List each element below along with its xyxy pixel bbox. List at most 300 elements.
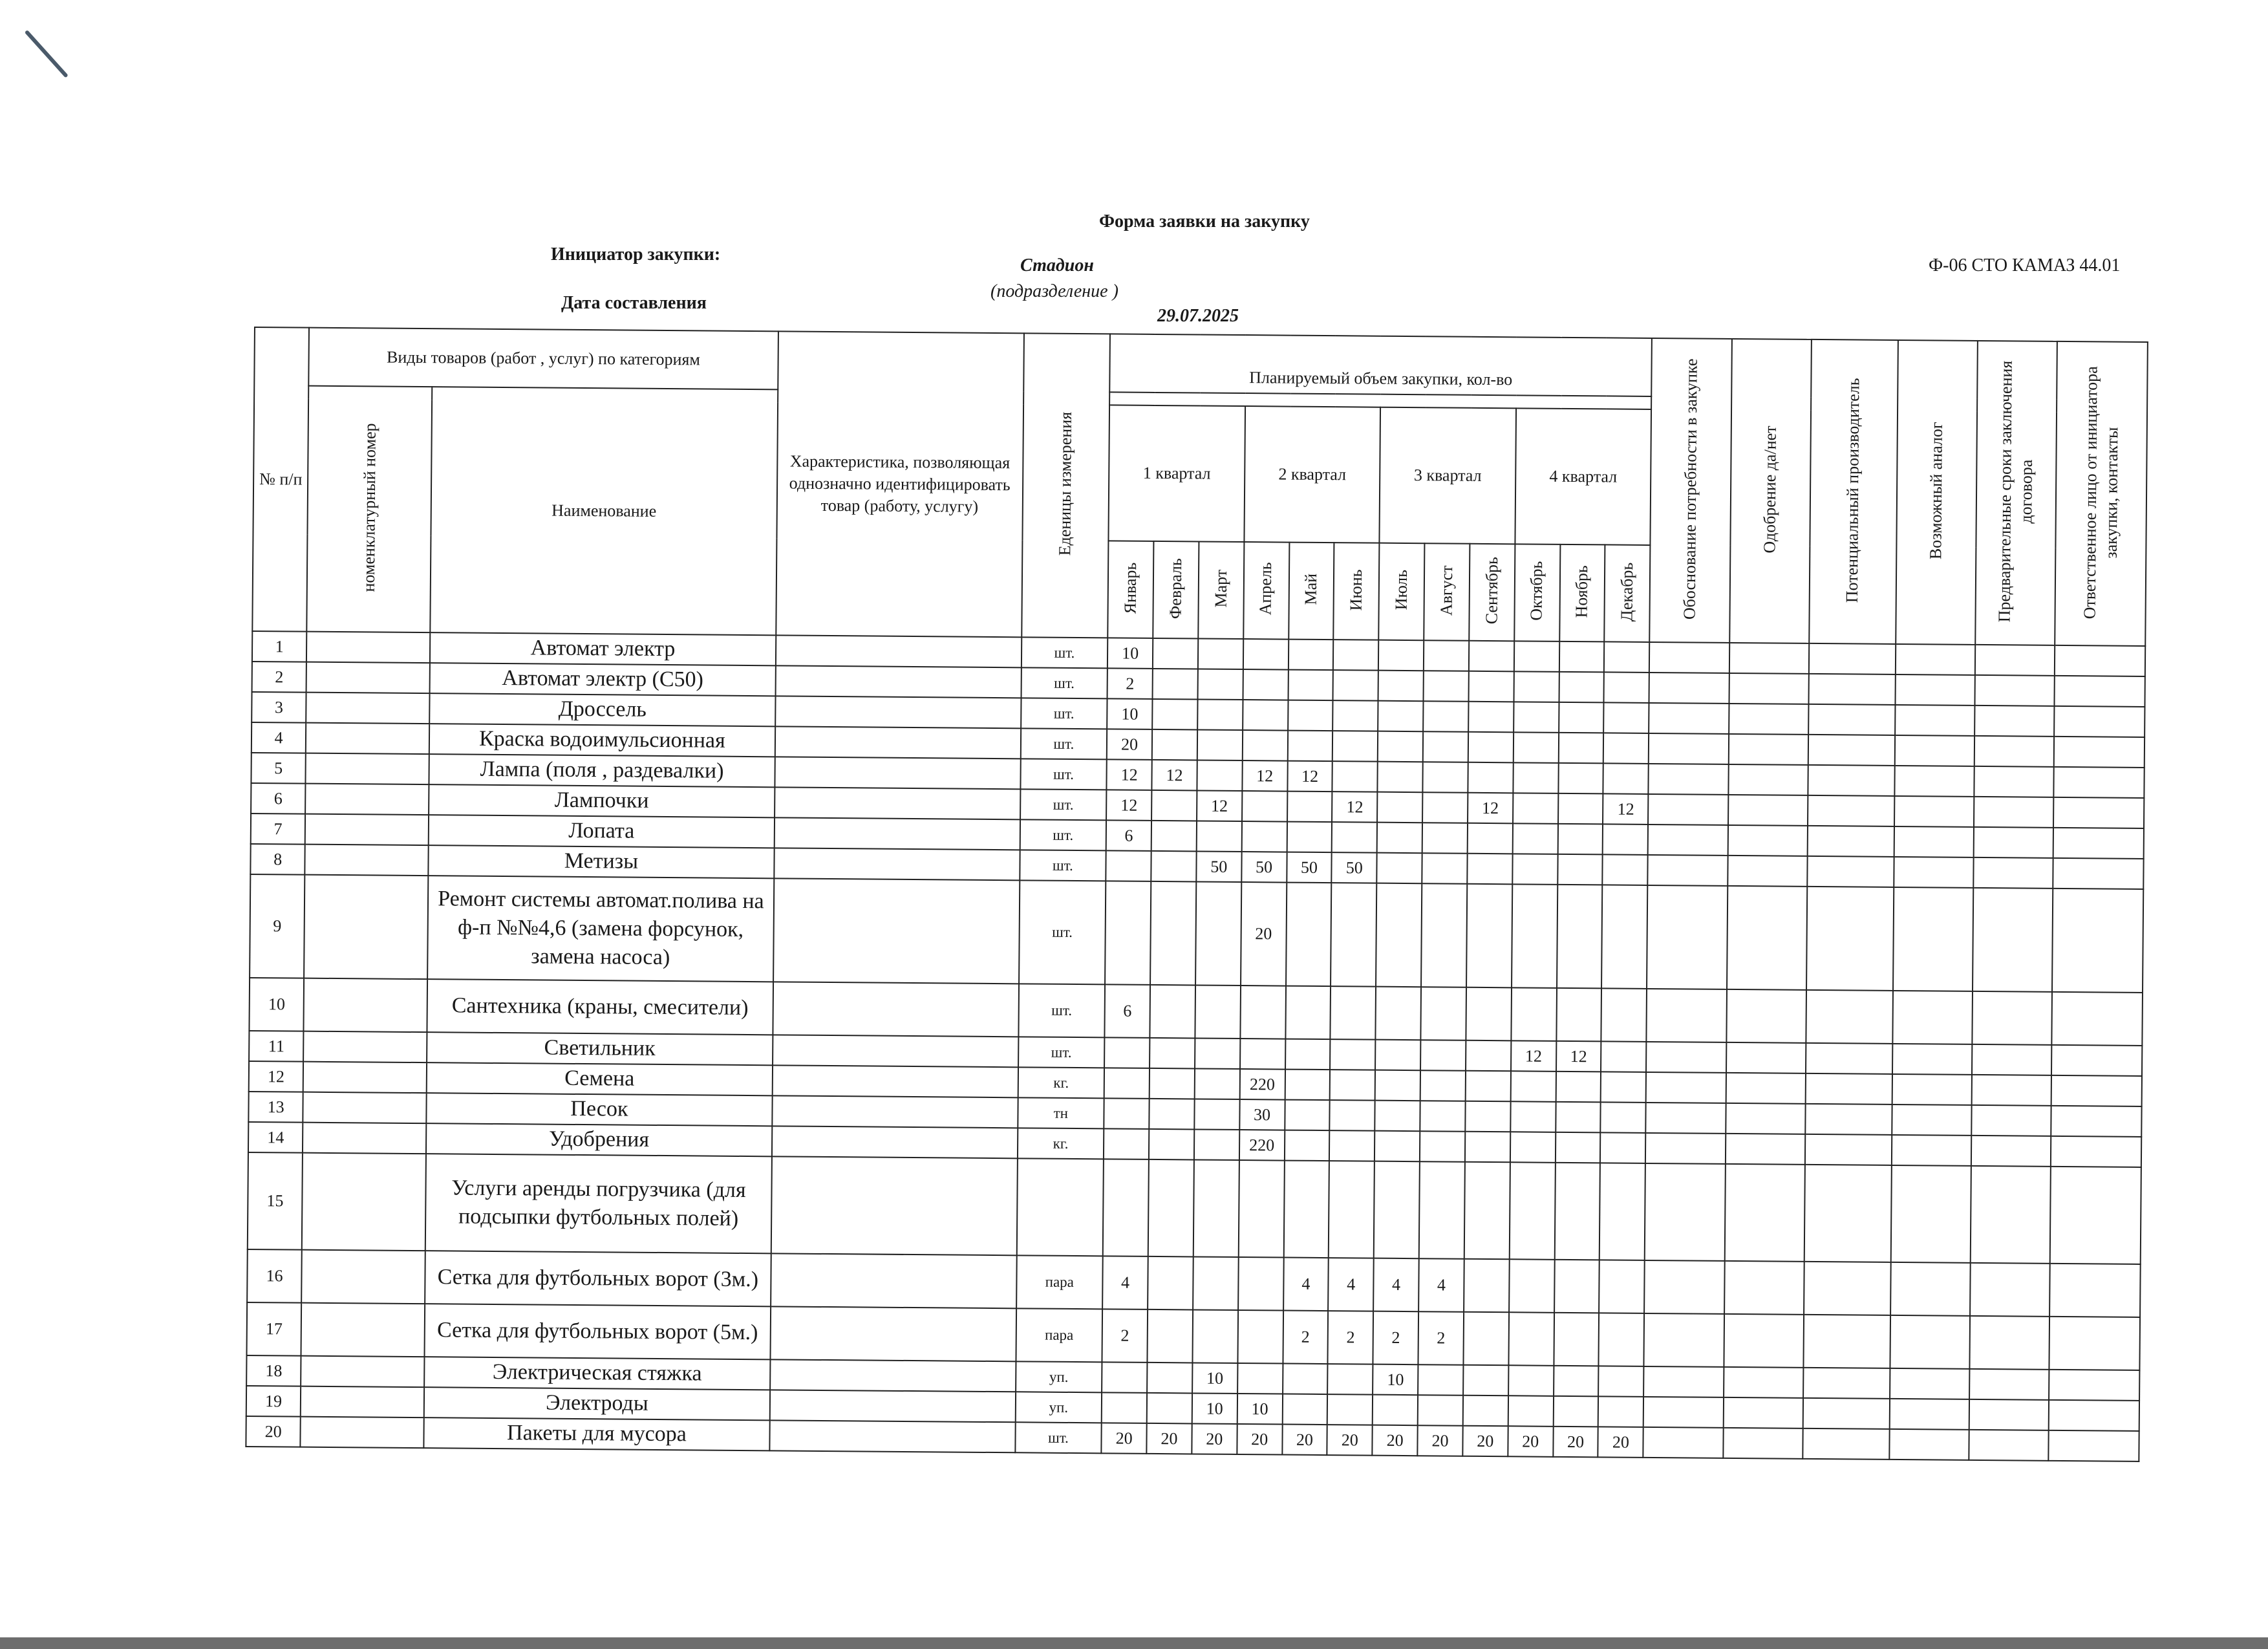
justification-cell <box>1643 1397 1724 1428</box>
month-qty <box>1237 1310 1283 1364</box>
month-qty <box>1598 1396 1643 1427</box>
justification-cell <box>1647 989 1727 1042</box>
month-qty <box>1509 1162 1555 1260</box>
month-qty <box>1419 1161 1465 1259</box>
row-number: 12 <box>249 1061 304 1092</box>
month-qty <box>1603 824 1648 855</box>
month-qty <box>1508 1396 1553 1427</box>
month-qty <box>1104 1128 1149 1159</box>
month-qty <box>1332 731 1378 762</box>
approval-cell <box>1723 1428 1803 1459</box>
month-qty <box>1151 851 1196 882</box>
col-unit-header: Еденицы измерения <box>1022 333 1110 638</box>
month-qty <box>1508 1365 1554 1396</box>
month-qty <box>1514 702 1559 733</box>
table-body <box>246 631 2145 1461</box>
month-qty <box>1422 762 1468 793</box>
month-qty: 220 <box>1239 1069 1285 1100</box>
month-header: Январь <box>1107 541 1153 638</box>
item-name: Сетка для футбольных ворот (5м.) <box>425 1304 771 1359</box>
month-qty <box>1422 853 1467 884</box>
nomenclature-cell <box>303 1092 427 1123</box>
month-qty <box>1599 1313 1645 1366</box>
justification-cell <box>1649 642 1729 673</box>
approval-cell <box>1724 1367 1804 1398</box>
approval-cell <box>1726 1073 1806 1104</box>
characteristic-cell <box>775 787 1020 819</box>
item-name: Краска водоимульсионная <box>429 724 775 757</box>
approval-cell <box>1728 825 1808 856</box>
characteristic-cell <box>775 696 1021 728</box>
deadline-cell <box>1974 675 2055 706</box>
manufacturer-cell <box>1806 990 1892 1044</box>
col-analog-header: Возможный аналог <box>1896 340 1978 645</box>
month-header: Июнь <box>1334 543 1380 640</box>
month-qty <box>1240 986 1285 1039</box>
responsible-cell <box>2052 889 2143 993</box>
month-qty <box>1468 762 1513 793</box>
item-name: Метизы <box>429 845 775 878</box>
month-qty <box>1287 822 1332 853</box>
month-qty <box>1288 670 1333 701</box>
month-qty <box>1601 1102 1646 1133</box>
justification-cell <box>1649 733 1729 764</box>
month-qty: 12 <box>1242 760 1287 792</box>
nomenclature-cell <box>303 1062 427 1093</box>
month-header: Октябрь <box>1514 544 1560 641</box>
month-qty <box>1333 670 1378 701</box>
col-approval-header: Одобрение да/нет <box>1729 339 1812 643</box>
month-qty <box>1423 731 1468 762</box>
month-qty <box>1150 1068 1195 1099</box>
month-qty <box>1153 638 1198 669</box>
month-qty <box>1599 1366 1644 1397</box>
deadline-cell <box>1974 797 2054 828</box>
month-header: Июль <box>1378 543 1424 641</box>
responsible-cell <box>2051 1136 2141 1167</box>
month-qty <box>1559 702 1604 733</box>
month-qty: 2 <box>1373 1311 1418 1365</box>
month-qty <box>1285 1070 1330 1101</box>
month-qty <box>1197 669 1243 700</box>
month-qty <box>1376 987 1421 1040</box>
row-number: 3 <box>251 692 306 723</box>
month-qty <box>1333 640 1378 671</box>
unit-cell: кг. <box>1018 1067 1104 1098</box>
characteristic-cell <box>772 1065 1018 1097</box>
month-qty <box>1378 762 1423 793</box>
month-qty <box>1243 700 1288 731</box>
form-title: Форма заявки на закупку <box>1099 211 1310 232</box>
month-qty <box>1198 638 1243 669</box>
month-qty <box>1241 821 1287 852</box>
approval-cell <box>1724 1261 1804 1315</box>
month-qty <box>1150 1038 1195 1069</box>
approval-cell <box>1724 1314 1804 1368</box>
month-qty <box>1147 1393 1192 1424</box>
characteristic-cell <box>775 635 1021 667</box>
month-qty <box>1197 699 1243 730</box>
justification-cell <box>1649 764 1729 795</box>
unit-cell: уп. <box>1016 1361 1102 1392</box>
month-qty <box>1375 1040 1420 1071</box>
month-qty <box>1104 1037 1150 1068</box>
characteristic-cell <box>774 848 1020 880</box>
characteristic-cell <box>771 1126 1017 1158</box>
analog-cell <box>1895 644 1975 675</box>
unit-cell <box>1016 1158 1104 1256</box>
month-qty <box>1603 733 1649 764</box>
month-qty <box>1197 821 1242 852</box>
unit-cell: шт. <box>1021 667 1107 698</box>
quarter-4-header: 4 квартал <box>1515 408 1651 545</box>
item-name: Автомат электр (С50) <box>430 663 776 696</box>
month-qty <box>1468 823 1513 854</box>
month-qty <box>1105 881 1151 985</box>
characteristic-cell <box>775 757 1020 789</box>
month-qty <box>1510 1071 1556 1102</box>
month-qty <box>1466 1071 1511 1102</box>
month-qty <box>1510 1101 1556 1132</box>
item-name: Электроды <box>424 1387 770 1420</box>
month-qty <box>1377 853 1422 884</box>
month-qty <box>1514 641 1559 672</box>
month-qty: 10 <box>1373 1364 1418 1396</box>
justification-cell <box>1646 1103 1726 1134</box>
nomenclature-cell <box>301 1303 425 1357</box>
month-qty <box>1237 1363 1283 1394</box>
manufacturer-cell <box>1808 704 1895 735</box>
nomenclature-cell <box>301 1250 425 1304</box>
month-qty <box>1424 640 1469 671</box>
manufacturer-cell <box>1808 795 1894 826</box>
responsible-cell <box>2051 992 2143 1046</box>
quarter-3-header: 3 квартал <box>1380 407 1516 544</box>
characteristic-cell <box>773 878 1020 984</box>
row-number: 6 <box>251 783 306 814</box>
initiator-value: Стадион <box>1020 255 1094 275</box>
month-qty: 4 <box>1283 1258 1329 1311</box>
col-nomenclature-header: номенклатурный номер <box>307 386 433 632</box>
month-qty: 20 <box>1102 1423 1147 1454</box>
month-qty <box>1148 1256 1193 1310</box>
justification-cell <box>1649 673 1729 704</box>
nomenclature-cell <box>306 723 429 754</box>
month-qty <box>1153 669 1198 700</box>
month-qty <box>1465 1132 1510 1163</box>
category-group-header: Виды товаров (работ , услуг) по категориям <box>309 328 778 390</box>
row-number: 2 <box>252 662 307 693</box>
row-number: 9 <box>250 874 305 978</box>
justification-cell <box>1645 1163 1725 1261</box>
month-qty <box>1192 1310 1237 1363</box>
unit-cell: кг. <box>1018 1128 1104 1159</box>
month-qty <box>1327 1364 1373 1395</box>
month-qty <box>1329 1130 1375 1161</box>
nomenclature-cell <box>306 753 429 784</box>
month-qty <box>1556 1072 1601 1103</box>
month-qty <box>1418 1364 1463 1396</box>
month-qty <box>1288 640 1333 671</box>
month-qty <box>1195 1038 1240 1069</box>
responsible-cell <box>2055 676 2145 707</box>
manufacturer-cell <box>1809 643 1896 674</box>
unit-cell: шт. <box>1018 1037 1105 1068</box>
row-number: 7 <box>251 814 306 845</box>
characteristic-cell <box>770 1306 1016 1361</box>
month-qty: 12 <box>1197 790 1242 821</box>
manufacturer-cell <box>1808 674 1895 705</box>
month-qty <box>1238 1160 1284 1258</box>
analog-cell <box>1892 1105 1972 1136</box>
month-qty <box>1106 850 1151 881</box>
responsible-cell <box>2048 1430 2139 1461</box>
month-qty: 20 <box>1508 1426 1553 1457</box>
month-qty <box>1327 1394 1373 1425</box>
month-qty <box>1513 762 1558 793</box>
month-qty: 20 <box>1373 1425 1418 1456</box>
month-qty <box>1468 702 1514 733</box>
month-qty <box>1420 1040 1466 1071</box>
item-name: Сантехника (краны, смесители) <box>427 979 773 1035</box>
unit-cell: тн <box>1018 1097 1104 1128</box>
month-qty <box>1286 883 1332 987</box>
month-qty <box>1330 1100 1375 1131</box>
characteristic-cell <box>774 817 1020 850</box>
nomenclature-cell <box>301 1356 424 1387</box>
month-qty <box>1514 671 1559 702</box>
month-qty <box>1374 1161 1420 1259</box>
month-header: Август <box>1424 543 1470 641</box>
month-qty <box>1243 669 1288 700</box>
deadline-cell <box>1973 827 2053 858</box>
month-qty <box>1422 792 1468 823</box>
col-characteristic-header: Характеристика, позволяющая однозначно идентифицировать товар (работу, услугу) <box>776 331 1024 637</box>
deadline-cell <box>1969 1430 2049 1461</box>
row-number: 18 <box>246 1355 301 1386</box>
manufacturer-cell <box>1803 1315 1890 1368</box>
planned-volume-header: Планируемый объем закупки, кол-во <box>1109 334 1652 396</box>
approval-cell <box>1726 1042 1806 1073</box>
item-name: Сетка для футбольных ворот (3м.) <box>425 1251 771 1306</box>
approval-cell <box>1728 734 1808 765</box>
responsible-cell <box>2053 828 2144 859</box>
month-qty: 2 <box>1107 668 1153 699</box>
month-qty: 20 <box>1598 1427 1643 1458</box>
item-name: Пакеты для мусора <box>424 1417 770 1450</box>
row-number: 1 <box>252 631 307 662</box>
characteristic-cell <box>769 1390 1015 1422</box>
row-number: 15 <box>248 1152 303 1250</box>
month-qty <box>1195 1068 1240 1099</box>
staple-mark <box>25 30 69 78</box>
month-qty <box>1553 1396 1598 1427</box>
month-qty <box>1373 1395 1418 1426</box>
analog-cell <box>1892 991 1973 1044</box>
analog-cell <box>1892 1044 1973 1075</box>
month-header: Март <box>1198 541 1244 639</box>
month-qty <box>1418 1395 1463 1426</box>
col-justification-header: Обоснование потребности в закупке <box>1650 338 1732 643</box>
month-qty <box>1509 1259 1554 1313</box>
deadline-cell <box>1970 1263 2050 1317</box>
unit-cell: шт. <box>1020 759 1107 790</box>
month-qty <box>1193 1256 1238 1310</box>
month-qty <box>1285 1100 1330 1131</box>
month-qty <box>1599 1163 1645 1260</box>
month-qty <box>1559 641 1604 673</box>
unit-cell: шт. <box>1018 984 1105 1037</box>
deadline-cell <box>1974 706 2055 737</box>
month-qty <box>1510 1132 1556 1163</box>
month-qty <box>1149 1129 1194 1160</box>
month-qty: 30 <box>1239 1099 1285 1130</box>
month-qty <box>1558 733 1603 764</box>
manufacturer-cell <box>1806 1073 1892 1105</box>
month-qty <box>1378 671 1424 702</box>
month-qty <box>1466 987 1511 1041</box>
responsible-cell <box>2051 1106 2141 1137</box>
month-qty <box>1287 792 1332 823</box>
month-qty: 12 <box>1332 792 1377 823</box>
month-qty: 2 <box>1102 1309 1148 1363</box>
manufacturer-cell <box>1803 1368 1890 1399</box>
month-qty <box>1601 885 1647 989</box>
characteristic-cell <box>773 1035 1018 1067</box>
characteristic-cell <box>772 1095 1018 1128</box>
month-qty <box>1469 641 1514 672</box>
month-qty <box>1284 1130 1329 1161</box>
month-qty: 20 <box>1462 1426 1508 1457</box>
analog-cell <box>1894 826 1974 857</box>
month-qty <box>1421 883 1467 987</box>
justification-cell <box>1648 794 1728 825</box>
month-qty: 2 <box>1418 1311 1464 1365</box>
manufacturer-cell <box>1803 1428 1889 1460</box>
month-qty <box>1102 1362 1147 1393</box>
month-qty <box>1331 883 1376 987</box>
responsible-cell <box>2049 1400 2139 1431</box>
unit-cell: шт. <box>1020 819 1106 850</box>
month-qty <box>1603 854 1648 885</box>
row-number: 10 <box>249 978 304 1031</box>
item-name: Лопата <box>429 815 775 848</box>
month-qty <box>1147 1363 1192 1394</box>
approval-cell <box>1728 764 1808 795</box>
manufacturer-cell <box>1803 1398 1890 1429</box>
month-qty <box>1287 731 1332 762</box>
deadline-cell <box>1969 1369 2049 1400</box>
month-qty: 12 <box>1107 759 1152 790</box>
month-qty <box>1604 672 1649 703</box>
month-qty <box>1378 701 1423 732</box>
nomenclature-cell <box>305 814 429 845</box>
month-qty: 4 <box>1102 1256 1148 1310</box>
row-number: 5 <box>251 753 306 784</box>
unit-cell: шт. <box>1015 1422 1102 1453</box>
responsible-cell <box>2053 797 2144 828</box>
justification-cell <box>1647 885 1728 989</box>
month-qty <box>1242 730 1287 761</box>
manufacturer-cell <box>1804 1165 1892 1262</box>
manufacturer-cell <box>1806 887 1894 991</box>
nomenclature-cell <box>304 978 428 1032</box>
month-qty: 6 <box>1106 820 1151 851</box>
month-qty: 12 <box>1603 793 1648 824</box>
responsible-cell <box>2055 645 2145 676</box>
month-qty <box>1424 671 1469 702</box>
month-qty <box>1423 701 1468 732</box>
responsible-cell <box>2053 858 2143 889</box>
characteristic-cell <box>771 1156 1017 1255</box>
month-qty <box>1375 1101 1420 1132</box>
analog-cell <box>1892 1074 1972 1105</box>
deadline-cell <box>1970 1166 2050 1264</box>
month-qty <box>1193 1159 1239 1257</box>
deadline-cell <box>1975 645 2055 676</box>
month-qty <box>1147 1310 1192 1363</box>
month-qty <box>1331 986 1376 1040</box>
month-qty <box>1420 1131 1465 1162</box>
month-qty: 50 <box>1196 851 1241 882</box>
month-qty: 12 <box>1468 793 1513 824</box>
justification-cell <box>1643 1427 1724 1458</box>
characteristic-cell <box>770 1359 1016 1392</box>
month-qty: 12 <box>1106 790 1151 821</box>
month-qty: 12 <box>1556 1041 1601 1072</box>
approval-cell <box>1723 1397 1803 1428</box>
nomenclature-cell <box>304 875 428 979</box>
characteristic-cell <box>771 1253 1017 1308</box>
month-qty <box>1514 732 1559 763</box>
justification-cell <box>1644 1366 1724 1397</box>
month-qty <box>1378 640 1424 671</box>
month-qty <box>1194 1099 1239 1130</box>
month-qty <box>1557 854 1603 885</box>
row-number: 11 <box>249 1031 304 1062</box>
row-number: 13 <box>248 1092 303 1123</box>
month-qty: 2 <box>1328 1311 1373 1364</box>
month-qty <box>1557 885 1603 989</box>
deadline-cell <box>1969 1316 2049 1370</box>
item-name: Дроссель <box>429 693 775 726</box>
month-qty <box>1377 823 1422 854</box>
scan-edge <box>0 1637 2268 1649</box>
month-qty <box>1104 1068 1150 1099</box>
month-qty <box>1513 793 1558 824</box>
deadline-cell <box>1971 1075 2051 1106</box>
approval-cell <box>1727 886 1808 990</box>
month-qty <box>1282 1394 1327 1425</box>
month-qty <box>1559 672 1604 703</box>
nomenclature-cell <box>305 784 429 815</box>
item-name: Светильник <box>427 1032 773 1065</box>
month-qty <box>1464 1162 1510 1260</box>
month-qty <box>1508 1312 1554 1366</box>
manufacturer-cell <box>1808 826 1894 857</box>
analog-cell <box>1895 705 1975 736</box>
month-qty <box>1332 822 1377 853</box>
month-header: Апрель <box>1243 542 1289 640</box>
month-qty <box>1467 854 1512 885</box>
table-row <box>248 1152 2141 1264</box>
unit-cell: шт. <box>1021 698 1107 729</box>
nomenclature-cell <box>301 1386 424 1417</box>
month-qty <box>1604 641 1649 673</box>
row-number: 8 <box>250 844 305 875</box>
month-qty <box>1466 884 1512 988</box>
approval-cell <box>1726 1134 1806 1165</box>
